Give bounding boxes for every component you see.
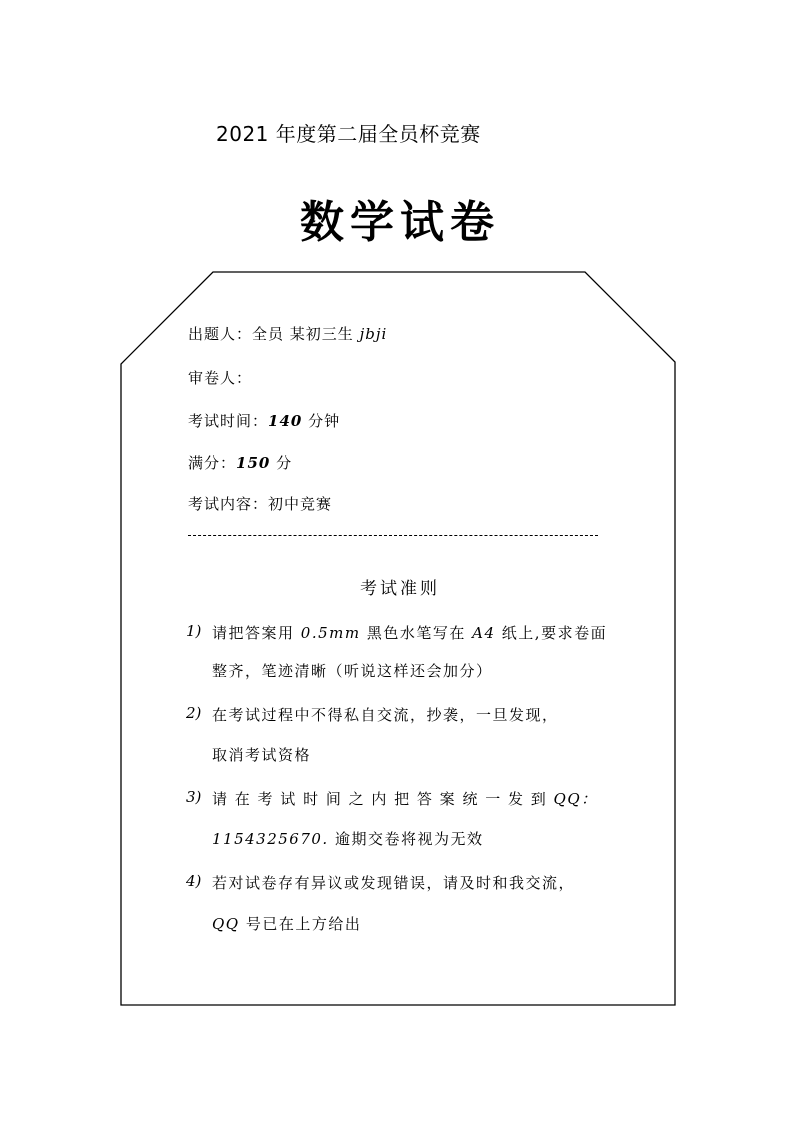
rule-4-qq-label: QQ [212, 915, 240, 933]
score-value: 150 [236, 454, 271, 472]
rule-3-text: 逾期交卷将视为无效 [328, 830, 484, 848]
rule-2-line-1: 在考试过程中不得私自交流，抄袭，一旦发现， [212, 706, 559, 724]
rule-2-line-2: 取消考试资格 [212, 746, 312, 764]
content-label: 考试内容： [188, 495, 269, 513]
author-label: 出题人： [188, 325, 253, 343]
duration-label: 考试时间： [188, 412, 269, 430]
dashed-divider [188, 535, 598, 536]
rule-3-qq-label: QQ： [553, 790, 598, 808]
author-value: 全员 某初三生 [252, 325, 354, 343]
reviewer-field [188, 367, 252, 388]
rule-3-line-1 [212, 788, 598, 809]
rule-3-text: 请 在 考 试 时 间 之 内 把 答 案 统 一 发 到 [212, 790, 554, 808]
rule-number: 1) [186, 622, 202, 640]
rule-1-paper-size: A4 [472, 624, 496, 642]
author-field [188, 323, 387, 344]
score-label: 满分： [188, 454, 237, 472]
rule-1-pen-size: 0.5mm [300, 624, 361, 642]
rule-1-line-2: 整齐，笔迹清晰（听说这样还会加分） [212, 662, 493, 680]
rule-1-text: 纸上,要求卷面 [495, 624, 608, 642]
rule-1-text: 黑色水笔写在 [360, 624, 473, 642]
duration-unit: 分钟 [308, 412, 341, 430]
rule-3-line-2 [212, 828, 483, 849]
document-subtitle: 2021 年度第二届全员杯竞赛 [216, 122, 481, 146]
author-handle: jbji [359, 325, 388, 343]
content-value: 初中竞赛 [268, 495, 333, 513]
rule-3-qq-number: 1154325670. [212, 830, 329, 848]
duration-field [188, 410, 340, 431]
content-field [188, 493, 332, 514]
rule-number: 2) [186, 704, 202, 722]
rule-4-line-1: 若对试卷存有异议或发现错误，请及时和我交流， [212, 874, 576, 892]
reviewer-label: 审卷人： [188, 369, 253, 387]
rule-1-text: 请把答案用 [212, 624, 301, 642]
rule-4-line-2 [212, 913, 361, 934]
duration-value: 140 [268, 412, 303, 430]
rule-4-text: 号已在上方给出 [239, 915, 362, 933]
score-field [188, 452, 292, 473]
rule-1-line-1 [212, 622, 607, 643]
rules-title: 考试准则 [360, 579, 440, 599]
document-title: 数学试卷 [300, 197, 500, 248]
rule-number: 3) [186, 788, 202, 806]
rule-number: 4) [186, 872, 202, 890]
score-unit: 分 [276, 454, 293, 472]
